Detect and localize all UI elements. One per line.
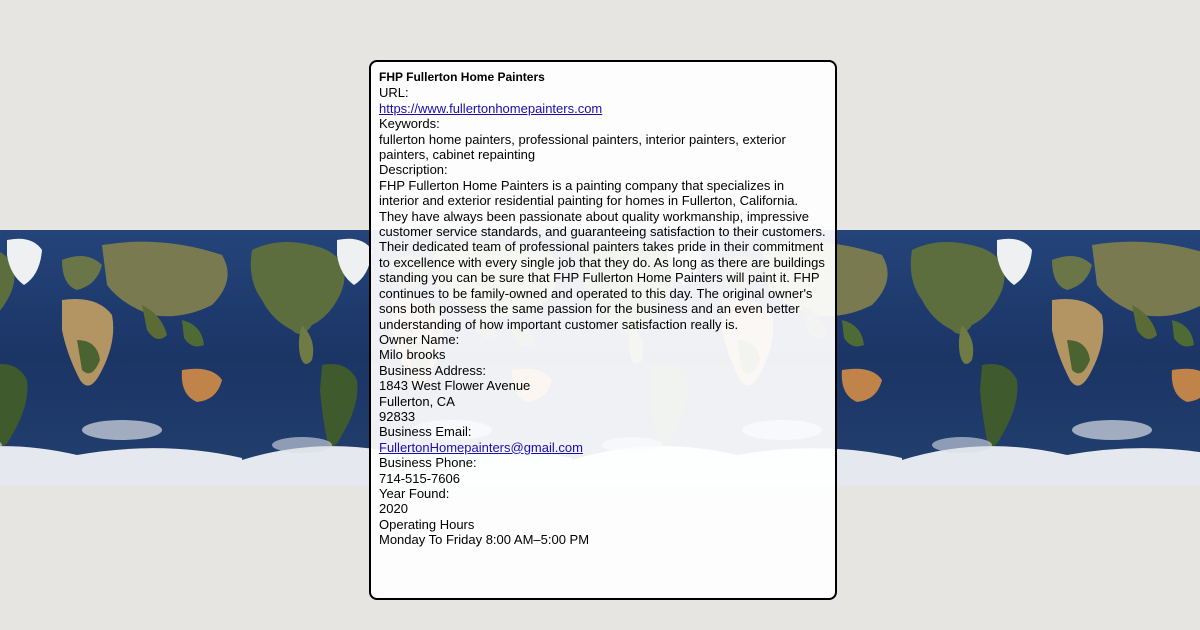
description-paragraph-2: Their dedicated team of professional painters takes pride in their commitment to excellence with every single job that they do. As long as there are buildings standing you can be sure that FHP Fullerton Home Painters will paint it. FHP continues to be family-owned and operated to this day. The original owner's sons both possess the same passion for the business and an even better understanding of how important customer satisfaction really is. (379, 239, 825, 332)
website-link[interactable]: https://www.fullertonhomepainters.com (379, 100, 603, 116)
address-zip: 92833 (379, 408, 416, 424)
phone-label: Business Phone: (379, 455, 477, 471)
year-label: Year Found: (379, 485, 450, 501)
keywords-label: Keywords: (379, 116, 440, 132)
hours-label: Operating Hours (379, 516, 475, 532)
phone-number: 714-515-7606 (379, 470, 460, 486)
address-label: Business Address: (379, 362, 486, 378)
email-link[interactable]: FullertonHomepainters@gmail.com (379, 439, 583, 455)
description-label: Description: (379, 162, 448, 178)
address-street: 1843 West Flower Avenue (379, 378, 531, 394)
business-listing-card (369, 60, 837, 600)
operating-hours: Monday To Friday 8:00 AM–5:00 PM (379, 532, 590, 548)
address-city: Fullerton, CA (379, 393, 455, 409)
year-founded: 2020 (379, 501, 408, 517)
business-title: FHP Fullerton Home Painters (379, 70, 545, 84)
url-label: URL: (379, 85, 409, 101)
owner-name: Milo brooks (379, 347, 446, 363)
description-paragraph-1: FHP Fullerton Home Painters is a painting company that specializes in interior and exterior residential painting for homes in Fullerton, California. They have always been passionate about quality workmanship, impressive customer service standards, and guaranteeing satisfaction to their customers. (379, 177, 826, 240)
owner-label: Owner Name: (379, 331, 460, 347)
keywords-text: fullerton home painters, professional painters, interior painters, exterior painters, cabinet repainting (379, 131, 786, 163)
email-label: Business Email: (379, 424, 472, 440)
